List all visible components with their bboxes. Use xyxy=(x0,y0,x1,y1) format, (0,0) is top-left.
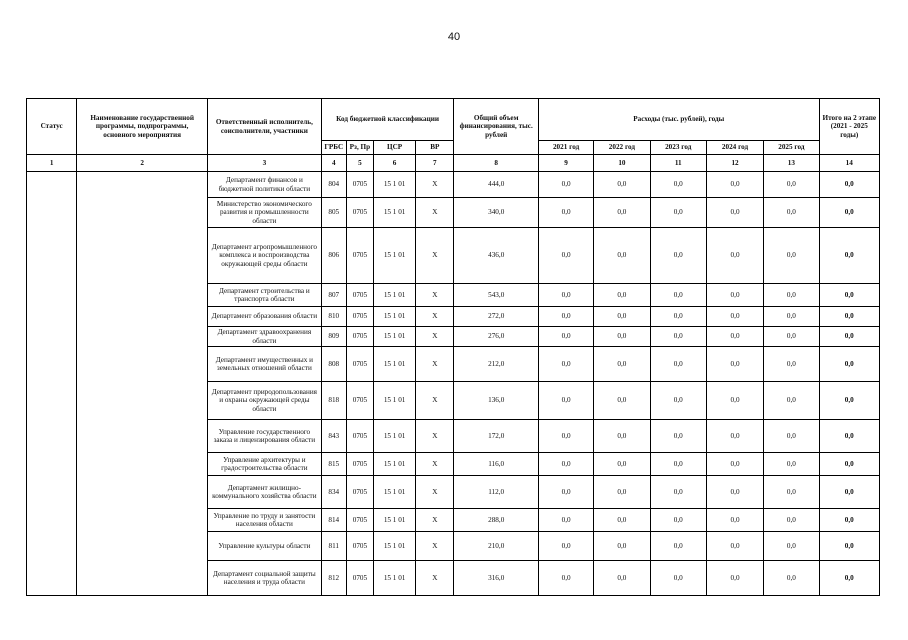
csr-cell: 15 1 01 xyxy=(373,420,415,453)
executor-cell: Управление культуры области xyxy=(208,532,322,561)
csr-cell: 15 1 01 xyxy=(373,509,415,532)
vr-cell: X xyxy=(416,307,454,327)
rzpr-cell: 0705 xyxy=(346,347,373,382)
vr-cell: X xyxy=(416,382,454,420)
vr-cell: X xyxy=(416,532,454,561)
stage-total-cell: 0,0 xyxy=(819,327,879,347)
year-2023-cell: 0,0 xyxy=(650,382,706,420)
vr-cell: X xyxy=(416,284,454,307)
year-2024-cell: 0,0 xyxy=(706,382,763,420)
header-total-volume: Общий объем финансирования, тыс. рублей xyxy=(454,99,538,155)
executor-cell: Департамент строительства и транспорта области xyxy=(208,284,322,307)
stage-total-cell: 0,0 xyxy=(819,284,879,307)
executor-cell: Департамент имущественных и земельных отношений области xyxy=(208,347,322,382)
grbs-cell: 808 xyxy=(321,347,346,382)
grbs-cell: 815 xyxy=(321,453,346,476)
column-number: 9 xyxy=(538,155,593,172)
status-cell xyxy=(27,172,77,596)
year-2022-cell: 0,0 xyxy=(594,453,650,476)
year-2021-cell: 0,0 xyxy=(538,307,593,327)
year-2023-cell: 0,0 xyxy=(650,561,706,596)
total-volume-cell: 172,0 xyxy=(454,420,538,453)
year-2023-cell: 0,0 xyxy=(650,198,706,228)
header-2022: 2022 год xyxy=(594,141,650,155)
year-2025-cell: 0,0 xyxy=(764,453,819,476)
year-2022-cell: 0,0 xyxy=(594,509,650,532)
grbs-cell: 811 xyxy=(321,532,346,561)
grbs-cell: 806 xyxy=(321,228,346,284)
grbs-cell: 812 xyxy=(321,561,346,596)
header-stage-total: Итого на 2 этапе (2021 - 2025 годы) xyxy=(819,99,879,155)
executor-cell: Управление по труду и занятости населения области xyxy=(208,509,322,532)
rzpr-cell: 0705 xyxy=(346,476,373,509)
vr-cell: X xyxy=(416,420,454,453)
header-budget-code: Код бюджетной классификации xyxy=(321,99,454,141)
year-2025-cell: 0,0 xyxy=(764,307,819,327)
header-2021: 2021 год xyxy=(538,141,593,155)
year-2024-cell: 0,0 xyxy=(706,228,763,284)
executor-cell: Министерство экономического развития и промышленности области xyxy=(208,198,322,228)
csr-cell: 15 1 01 xyxy=(373,561,415,596)
vr-cell: X xyxy=(416,198,454,228)
page-number: 40 xyxy=(447,31,461,43)
stage-total-cell: 0,0 xyxy=(819,172,879,198)
year-2024-cell: 0,0 xyxy=(706,198,763,228)
stage-total-cell: 0,0 xyxy=(819,382,879,420)
year-2022-cell: 0,0 xyxy=(594,476,650,509)
header-csr: ЦСР xyxy=(373,141,415,155)
vr-cell: X xyxy=(416,327,454,347)
csr-cell: 15 1 01 xyxy=(373,532,415,561)
csr-cell: 15 1 01 xyxy=(373,198,415,228)
executor-cell: Департамент природопользования и охраны окружающей среды области xyxy=(208,382,322,420)
year-2025-cell: 0,0 xyxy=(764,420,819,453)
total-volume-cell: 116,0 xyxy=(454,453,538,476)
executor-cell: Управление архитектуры и градостроительства области xyxy=(208,453,322,476)
csr-cell: 15 1 01 xyxy=(373,347,415,382)
vr-cell: X xyxy=(416,347,454,382)
year-2023-cell: 0,0 xyxy=(650,453,706,476)
vr-cell: X xyxy=(416,172,454,198)
year-2025-cell: 0,0 xyxy=(764,228,819,284)
year-2023-cell: 0,0 xyxy=(650,532,706,561)
rzpr-cell: 0705 xyxy=(346,453,373,476)
csr-cell: 15 1 01 xyxy=(373,453,415,476)
vr-cell: X xyxy=(416,561,454,596)
csr-cell: 15 1 01 xyxy=(373,476,415,509)
header-2023: 2023 год xyxy=(650,141,706,155)
grbs-cell: 807 xyxy=(321,284,346,307)
year-2021-cell: 0,0 xyxy=(538,327,593,347)
year-2022-cell: 0,0 xyxy=(594,307,650,327)
year-2025-cell: 0,0 xyxy=(764,198,819,228)
year-2025-cell: 0,0 xyxy=(764,509,819,532)
year-2023-cell: 0,0 xyxy=(650,284,706,307)
column-number-row xyxy=(27,155,880,172)
year-2024-cell: 0,0 xyxy=(706,476,763,509)
column-number: 2 xyxy=(77,155,208,172)
year-2022-cell: 0,0 xyxy=(594,327,650,347)
column-number: 11 xyxy=(650,155,706,172)
stage-total-cell: 0,0 xyxy=(819,561,879,596)
csr-cell: 15 1 01 xyxy=(373,382,415,420)
stage-total-cell: 0,0 xyxy=(819,532,879,561)
vr-cell: X xyxy=(416,509,454,532)
column-number: 1 xyxy=(27,155,77,172)
column-number: 5 xyxy=(346,155,373,172)
grbs-cell: 804 xyxy=(321,172,346,198)
year-2022-cell: 0,0 xyxy=(594,172,650,198)
grbs-cell: 805 xyxy=(321,198,346,228)
vr-cell: X xyxy=(416,228,454,284)
grbs-cell: 818 xyxy=(321,382,346,420)
header-2024: 2024 год xyxy=(706,141,763,155)
executor-cell: Департамент образования области xyxy=(208,307,322,327)
total-volume-cell: 436,0 xyxy=(454,228,538,284)
stage-total-cell: 0,0 xyxy=(819,228,879,284)
grbs-cell: 814 xyxy=(321,509,346,532)
year-2022-cell: 0,0 xyxy=(594,198,650,228)
year-2021-cell: 0,0 xyxy=(538,228,593,284)
year-2021-cell: 0,0 xyxy=(538,347,593,382)
year-2024-cell: 0,0 xyxy=(706,327,763,347)
executor-cell: Департамент агропромышленного комплекса и воспроизводства окружающей среды области xyxy=(208,228,322,284)
executor-cell: Департамент финансов и бюджетной политики области xyxy=(208,172,322,198)
csr-cell: 15 1 01 xyxy=(373,284,415,307)
executor-cell: Управление государственного заказа и лицензирования области xyxy=(208,420,322,453)
year-2025-cell: 0,0 xyxy=(764,476,819,509)
year-2025-cell: 0,0 xyxy=(764,347,819,382)
grbs-cell: 810 xyxy=(321,307,346,327)
rzpr-cell: 0705 xyxy=(346,382,373,420)
year-2022-cell: 0,0 xyxy=(594,420,650,453)
column-number: 6 xyxy=(373,155,415,172)
table-row xyxy=(27,172,880,198)
header-vr: ВР xyxy=(416,141,454,155)
total-volume-cell: 444,0 xyxy=(454,172,538,198)
stage-total-cell: 0,0 xyxy=(819,509,879,532)
year-2021-cell: 0,0 xyxy=(538,509,593,532)
vr-cell: X xyxy=(416,476,454,509)
year-2024-cell: 0,0 xyxy=(706,509,763,532)
csr-cell: 15 1 01 xyxy=(373,307,415,327)
column-number: 10 xyxy=(594,155,650,172)
year-2023-cell: 0,0 xyxy=(650,420,706,453)
year-2021-cell: 0,0 xyxy=(538,284,593,307)
stage-total-cell: 0,0 xyxy=(819,476,879,509)
year-2021-cell: 0,0 xyxy=(538,382,593,420)
year-2024-cell: 0,0 xyxy=(706,420,763,453)
year-2022-cell: 0,0 xyxy=(594,347,650,382)
year-2025-cell: 0,0 xyxy=(764,284,819,307)
header-executor: Ответственный исполнитель, соисполнители, участники xyxy=(208,99,322,155)
grbs-cell: 843 xyxy=(321,420,346,453)
header-status: Статус xyxy=(27,99,77,155)
year-2024-cell: 0,0 xyxy=(706,453,763,476)
year-2025-cell: 0,0 xyxy=(764,382,819,420)
rzpr-cell: 0705 xyxy=(346,509,373,532)
rzpr-cell: 0705 xyxy=(346,420,373,453)
header-program: Наименование государственной программы, подпрограммы, основного мероприятия xyxy=(77,99,208,155)
column-number: 4 xyxy=(321,155,346,172)
csr-cell: 15 1 01 xyxy=(373,228,415,284)
rzpr-cell: 0705 xyxy=(346,228,373,284)
year-2024-cell: 0,0 xyxy=(706,561,763,596)
year-2023-cell: 0,0 xyxy=(650,307,706,327)
year-2023-cell: 0,0 xyxy=(650,327,706,347)
year-2023-cell: 0,0 xyxy=(650,228,706,284)
stage-total-cell: 0,0 xyxy=(819,453,879,476)
rzpr-cell: 0705 xyxy=(346,307,373,327)
year-2021-cell: 0,0 xyxy=(538,532,593,561)
year-2023-cell: 0,0 xyxy=(650,509,706,532)
total-volume-cell: 210,0 xyxy=(454,532,538,561)
year-2023-cell: 0,0 xyxy=(650,476,706,509)
year-2021-cell: 0,0 xyxy=(538,476,593,509)
year-2022-cell: 0,0 xyxy=(594,382,650,420)
csr-cell: 15 1 01 xyxy=(373,327,415,347)
total-volume-cell: 276,0 xyxy=(454,327,538,347)
vr-cell: X xyxy=(416,453,454,476)
rzpr-cell: 0705 xyxy=(346,172,373,198)
rzpr-cell: 0705 xyxy=(346,532,373,561)
budget-table xyxy=(26,98,880,596)
year-2022-cell: 0,0 xyxy=(594,532,650,561)
year-2024-cell: 0,0 xyxy=(706,307,763,327)
column-number: 7 xyxy=(416,155,454,172)
grbs-cell: 809 xyxy=(321,327,346,347)
year-2024-cell: 0,0 xyxy=(706,284,763,307)
csr-cell: 15 1 01 xyxy=(373,172,415,198)
column-number: 12 xyxy=(706,155,763,172)
stage-total-cell: 0,0 xyxy=(819,198,879,228)
header-grbs: ГРБС xyxy=(321,141,346,155)
total-volume-cell: 340,0 xyxy=(454,198,538,228)
total-volume-cell: 288,0 xyxy=(454,509,538,532)
year-2023-cell: 0,0 xyxy=(650,172,706,198)
year-2025-cell: 0,0 xyxy=(764,561,819,596)
column-number: 8 xyxy=(454,155,538,172)
total-volume-cell: 316,0 xyxy=(454,561,538,596)
column-number: 3 xyxy=(208,155,322,172)
year-2022-cell: 0,0 xyxy=(594,561,650,596)
year-2024-cell: 0,0 xyxy=(706,172,763,198)
year-2021-cell: 0,0 xyxy=(538,420,593,453)
stage-total-cell: 0,0 xyxy=(819,420,879,453)
year-2023-cell: 0,0 xyxy=(650,347,706,382)
rzpr-cell: 0705 xyxy=(346,327,373,347)
year-2021-cell: 0,0 xyxy=(538,561,593,596)
header-2025: 2025 год xyxy=(764,141,819,155)
year-2022-cell: 0,0 xyxy=(594,284,650,307)
rzpr-cell: 0705 xyxy=(346,198,373,228)
rzpr-cell: 0705 xyxy=(346,284,373,307)
executor-cell: Департамент здравоохранения области xyxy=(208,327,322,347)
grbs-cell: 834 xyxy=(321,476,346,509)
table-body xyxy=(27,155,880,596)
year-2025-cell: 0,0 xyxy=(764,172,819,198)
total-volume-cell: 543,0 xyxy=(454,284,538,307)
executor-cell: Департамент социальной защиты населения и труда области xyxy=(208,561,322,596)
header-rzpr: Рз, Пр xyxy=(346,141,373,155)
executor-cell: Департамент жилищно-коммунального хозяйства области xyxy=(208,476,322,509)
total-volume-cell: 112,0 xyxy=(454,476,538,509)
program-cell xyxy=(77,172,208,596)
year-2022-cell: 0,0 xyxy=(594,228,650,284)
rzpr-cell: 0705 xyxy=(346,561,373,596)
year-2021-cell: 0,0 xyxy=(538,453,593,476)
year-2021-cell: 0,0 xyxy=(538,172,593,198)
year-2024-cell: 0,0 xyxy=(706,532,763,561)
column-number: 13 xyxy=(764,155,819,172)
total-volume-cell: 272,0 xyxy=(454,307,538,327)
year-2025-cell: 0,0 xyxy=(764,532,819,561)
stage-total-cell: 0,0 xyxy=(819,347,879,382)
total-volume-cell: 136,0 xyxy=(454,382,538,420)
year-2021-cell: 0,0 xyxy=(538,198,593,228)
stage-total-cell: 0,0 xyxy=(819,307,879,327)
year-2025-cell: 0,0 xyxy=(764,327,819,347)
total-volume-cell: 212,0 xyxy=(454,347,538,382)
year-2024-cell: 0,0 xyxy=(706,347,763,382)
header-expenses: Расходы (тыс. рублей), годы xyxy=(538,99,819,141)
column-number: 14 xyxy=(819,155,879,172)
